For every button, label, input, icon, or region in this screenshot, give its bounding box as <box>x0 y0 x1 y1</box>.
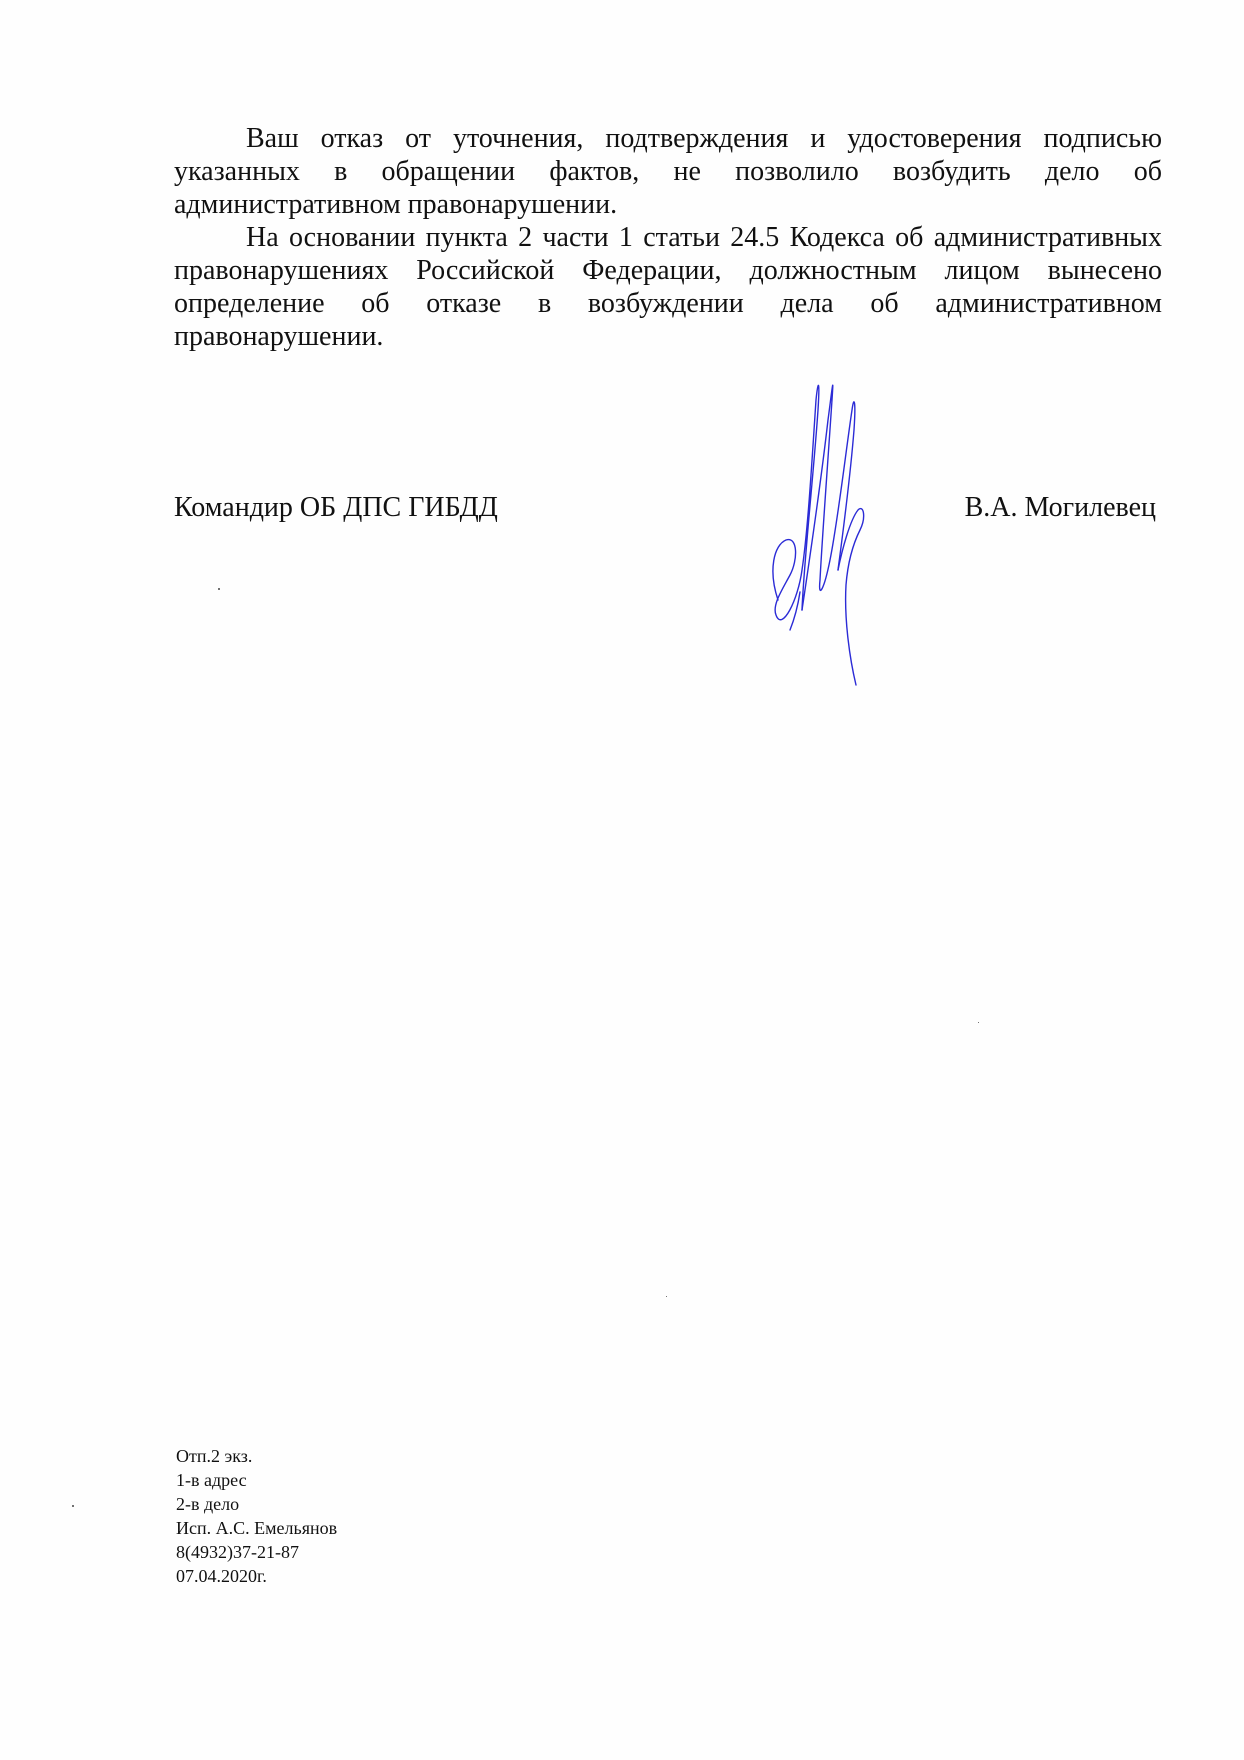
signature-stroke-1 <box>773 385 819 619</box>
signatory-position: Командир ОБ ДПС ГИБДД <box>174 492 498 523</box>
signature-block <box>174 492 1156 532</box>
handwritten-signature <box>768 370 888 700</box>
document-body <box>174 122 1162 353</box>
footer-copies: Отп.2 экз. <box>176 1446 253 1466</box>
paragraph-legal-basis: На основании пункта 2 части 1 статьи 24.5 Кодекса об административных правонарушениях Российской Федерации, должностным лицом вынесено определение об отказе в возбуждении дела об административном правонарушении. <box>174 222 1162 352</box>
signature-stroke-3 <box>838 509 864 685</box>
scan-speck <box>218 588 220 590</box>
signatory-name: В.А. Могилевец <box>964 492 1156 523</box>
footer-executor: Исп. А.С. Емельянов <box>176 1518 338 1538</box>
paragraph-refusal: Ваш отказ от уточнения, подтверждения и удостоверения подписью указанных в обращении фактов, не позволило возбудить дело об административном правонарушении. <box>174 123 1162 220</box>
scan-speck <box>72 1505 74 1507</box>
footer-date: 07.04.2020г. <box>176 1566 267 1586</box>
scan-speck <box>978 1022 979 1023</box>
footer-recipient: 1-в адрес <box>176 1470 247 1490</box>
footer-file: 2-в дело <box>176 1494 240 1514</box>
footer-notes <box>176 1444 337 1588</box>
footer-phone: 8(4932)37-21-87 <box>176 1542 299 1562</box>
scan-speck <box>666 1296 667 1297</box>
